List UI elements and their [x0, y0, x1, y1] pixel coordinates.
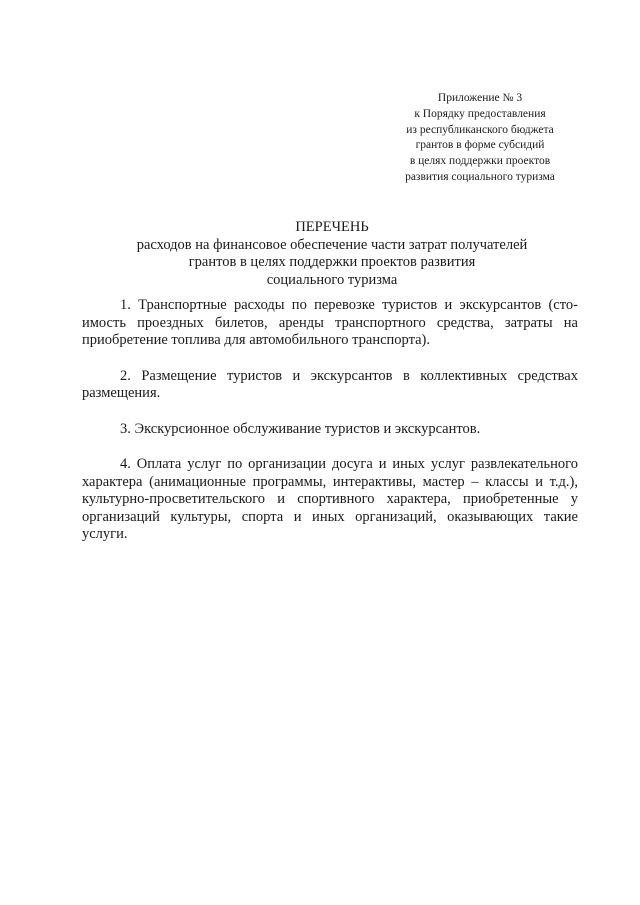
- appendix-line-2: к Порядку предоставления: [414, 107, 546, 120]
- document-heading: [82, 219, 582, 289]
- appendix-line-6: развития социального туризма: [405, 170, 555, 183]
- list-item-2: 2. Размещение туристов и экскурсантов в коллективных средствах размещения.: [82, 367, 578, 402]
- list-item-3: 3. Экскурсионное обслуживание туристов и экскурсантов.: [120, 420, 481, 437]
- document-subtitle-line-2: грантов в целях поддержки проектов развития: [188, 254, 476, 270]
- appendix-line-5: в целях поддержки проектов: [409, 155, 551, 168]
- document-subtitle-line-3: социального туризма: [266, 271, 398, 288]
- appendix-line-4: грантов в форме субсидий: [415, 139, 545, 152]
- appendix-line-3: из республиканского бюджета: [406, 123, 554, 136]
- document-title: ПЕРЕЧЕНЬ: [295, 219, 369, 235]
- appendix-block: [380, 91, 580, 186]
- list-item-4: 4. Оплата услуг по организации досуга и иных услуг развлекательного характера (анимационные программы, интерактивы, мастер – классы и т.д.), культурно-просветительского и спортивного характера, приобретенные у организаций культуры, спорта и иных организаций, оказывающих такие услуги.: [82, 455, 578, 543]
- document-body: [82, 297, 578, 562]
- document-subtitle-line-1: расходов на финансовое обеспечение части затрат получателей: [136, 236, 528, 253]
- list-item-1: 1. Транспортные расходы по перевозке туристов и экскурсантов (стоимость проездных билетов, аренды транспортного средства, затраты на приобретение топлива для автомобильного транспорта).: [82, 297, 578, 349]
- appendix-line-1: Приложение № 3: [437, 92, 523, 104]
